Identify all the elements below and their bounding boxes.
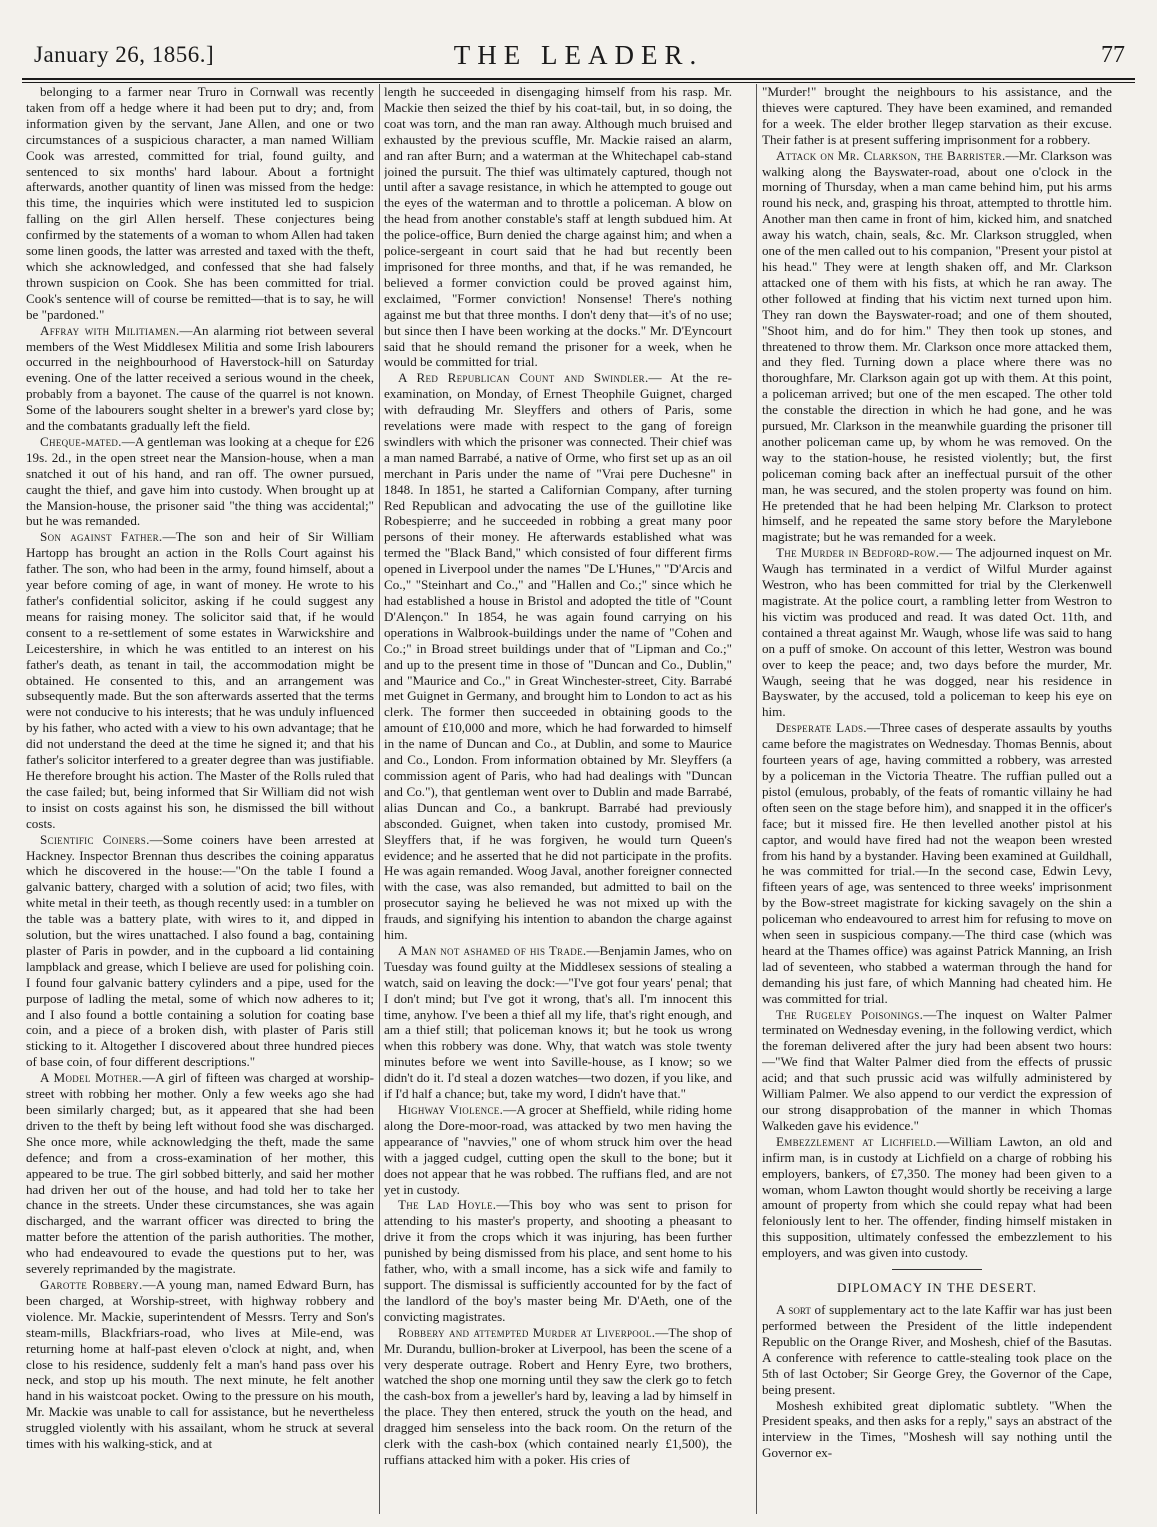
article-heading: Affray with Militiamen. (40, 322, 180, 338)
article-paragraph (384, 1102, 732, 1197)
article-text: — At the re-examination, on Monday, of Ernest Theophile Guignet, charged with defrauding Mr. Sleyffers and others of Paris, some revelations were made with respect to the gang of foreign swindlers with which the prisoner was connected. Their chief was a man named Barrabé, a native of Orme, who first set up as an oil merchant in Paris under the name of "Vrai pere Duchesne" in 1848. In 1851, he started a Californian Company, after turning Red Republican and advocating the use of the guillotine like Robespierre; and he succeeded in robbing a great many poor persons of their money. He afterwards established what was termed the "Black Band," which consisted of four different firms opened in Liverpool under the names "De L'Hunes," "D'Arcis and Co.," "Steinhart and Co.," and "Hallen and Co.;" since which he had established a house in Bristol and adopted the title of "Count D'Alençon." In 1854, he was again found carrying on his operations in Walbrook-buildings under the name of "Cohen and Co.;" in Broad street buildings under that of "Lipman and Co.;" and up to the present time in those of "Duncan and Co., Dublin," and "Maurice and Co.," in Great Winchester-street, City. Barrabé met Guignet in Germany, and brought him to London to act as his clerk. The former then succeeded in obtaining goods to the amount of £10,000 and more, which he had forwarded to himself in the name of Duncan and Co., at Dublin, and some to Maurice and Co., London. From information obtained by Mr. Sleyffers (a commission agent of Paris, who had had dealings with "Duncan and Co."), that gentleman went over to Dublin and made Barrabé, alias Duncan and Co., a bankrupt. Barrabé had previously absconded. Guignet, when taken into custody, promised Mr. Sleyffers that, if he was forgiven, he would turn Queen's evidence; and he asserted that he did not participate in the profits. He was again remanded. Woog Javal, another foreigner connected with the case, was also remanded, but admitted to bail on the prosecutor saying he believed he was not mixed up with the frauds, and signifying his intention to abandon the charge against him. (384, 370, 732, 943)
article-text: —A young man, named Edward Burn, has been charged, at Worship-street, with highway robbery and violence. Mr. Mackie, superintendent of Messrs. Terry and Son's steam-mills, Blackfriars-road, who lives at Mile-end, was returning home at half-past eleven o'clock at night, and, when close to his residence, suddenly felt a man's hand pass over his neck, and stop up his mouth. The next minute, he felt another hand in his waistcoat pocket. Owing to the pressure on his mouth, Mr. Mackie was unable to call for assistance, but he nevertheless struggled violently with his assailant, whom he struck at several times with his walking-stick, and at (26, 1276, 374, 1452)
issue-date: January 26, 1856.] (34, 42, 215, 67)
article-text: —An alarming riot between several members of the West Middlesex Militia and some Irish labourers occurred in the neighbourhood of Haverstock-hill on Saturday evening. One of the latter received a serious wound in the cheek, probably from a bayonet. The cause of the quarrel is not known. Some of the labourers sought shelter in a brewer's yard close by; and the combatants gradually left the field. (26, 322, 374, 434)
article-text: —This boy who was sent to prison for attending to his master's property, and shooting a pheasant to drive it from the crops which it was injuring, has been further punished by being dismissed from his place, and sent home to his father, who, with a small income, has a sick wife and family to support. The dismissal is sufficiently accounted for by the fact of the landlord of the boy's master being Mr. D'Aeth, one of the convicting magistrates. (384, 1197, 732, 1324)
article-paragraph (762, 1134, 1112, 1261)
article-text: —Some coiners have been arrested at Hackney. Inspector Brennan thus describes the coining apparatus which he discovered in the house:—"On the table I found a galvanic battery, charged with a solution of acid; two files, with white metal in their teeth, as though recently used: in a tumbler on the table was a battery plate, with wires to it, and dipped in solution, but the wires unattached. I also found a bag, containing plaster of Paris in powder, and in the cupboard a lid containing lampblack and grease, which I believe are used for polishing coin. I found four galvanic battery cylinders and a pipe, used for the purpose of ladling the metal, some of which now adheres to it; and I also found a bottle containing a solution for coating base coin, and a piece of a broken dish, with plaster of Paris still sticking to it. Altogether I discovered about three hundred pieces of base coin, of four different descriptions." (26, 831, 374, 1070)
article-text: —William Lawton, an old and infirm man, is in custody at Lichfield on a charge of robbing his employers, bankers, of £7,350. The money had been given to a woman, whom Lawton thought would shortly be receiving a large amount of property from which she could repay what had been feloniously lent to her. The offender, finding himself mistaken in this supposition, ultimately confessed the embezzlement to his employers, and was given into custody. (762, 1133, 1112, 1261)
article-paragraph (384, 943, 732, 1102)
column-3 (762, 84, 1112, 1514)
article-text: —A girl of fifteen was charged at worship-street with robbing her mother. Only a few weeks ago she had been similarly charged; but, as it appeared that she had been driven to the theft by being left without food she was discharged. She once more, while acknowledging the theft, made the same defence; and from a cross-examination of her mother, this appeared to be true. The girl sobbed bitterly, and said her mother had driven her out of the house, and had told her to take her chance in the streets. Under these circumstances, she was again discharged, and the warrant officer was directed to bring the matter before the attention of the parish authorities. The mother, who had endeavoured to evade the questions put to her, was severely reprimanded by the magistrate. (26, 1070, 374, 1277)
article-heading: A Model Mother. (40, 1070, 143, 1086)
article-text: —Benjamin James, who on Tuesday was found guilty at the Middlesex sessions of stealing a watch, said on leaving the dock:—"I've got four years' penal; that I don't mind; but I've got it wrong, that's all. I'm innocent this time, anyhow. I've been a thief all my life, that's right enough, and am a thief still; that policeman knows it; but he took us wrong when this robbery was done. Why, that watch was stole twenty minutes before we went into Saville-house, as I know; so we didn't do it. I'd steal a dozen watches—two dozen, if you like, and if I'd half a chance; but, take my word, I didn't have that." (384, 942, 732, 1102)
column-divider (379, 84, 380, 1514)
article-paragraph (26, 529, 374, 831)
column-1 (26, 84, 374, 1514)
article-text: "Murder!" brought the neighbours to his assistance, and the thieves were captured. They have been examined, and remanded for a week. The elder brother llegep starvation as their excuse. Their father is at present suffering imprisonment for a robbery. (762, 84, 1112, 147)
article-heading: Son against Father. (40, 529, 163, 545)
article-text: —A gentleman was looking at a cheque for £26 19s. 2d., in the open street near the Mansion-house, when a man snatched it out of his hand, and ran off. The owner pursued, caught the thief, and gave him into custody. When brought up at the Mansion-house, the prisoner said "the thing was accidental;" but he was remanded. (26, 433, 374, 529)
section-text: of supplementary act to the late Kaffir war has just been performed between the President of the little independent Republic on the Orange River, and Moshesh, chief of the Basutas. A conference with reference to cattle-stealing took place on the 5th of last October; Sir George Grey, the Governor of the Cape, being present. (762, 1302, 1112, 1397)
article-paragraph (762, 1007, 1112, 1134)
article-heading: The Lad Hoyle. (398, 1197, 497, 1213)
article-heading: A Red Republican Count and Swindler. (398, 370, 649, 386)
article-text: —Three cases of desperate assaults by youths came before the magistrates on Wednesday. Thomas Bennis, about fourteen years of age, having committed a robbery, was arrested by a policeman in the Victoria Theatre. The ruffian pulled out a pistol (emulous, probably, of the feats of romantic villainy he had often seen on the stage before him), and snapped it in the officer's face; but it missed fire. He then levelled another pistol at his captor, and would have fired had not the weapon been wrested from his hand by a bystander. Having been examined at Guildhall, he was committed for trial.—In the second case, Edwin Levy, fifteen years of age, was sentenced to three weeks' imprisonment by the Bow-street magistrate for kicking savagely on the shin a policeman who endeavoured to arrest him for refusing to move on when seen in suspicious company.—The third case (which was heard at the Thames office) was against Patrick Manning, an Irish lad of seventeen, who stabbed a waterman through the hand for demanding his just fare, of which Manning had cheated him. He was committed for trial. (762, 720, 1112, 1006)
article-heading: Highway Violence. (398, 1102, 504, 1117)
article-paragraph (762, 84, 1112, 148)
article-heading: Desperate Lads. (776, 720, 867, 736)
article-paragraph (26, 434, 374, 529)
article-paragraph (26, 1277, 374, 1452)
article-text: — The adjourned inquest on Mr. Waugh has terminated in a verdict of Wilful Murder against Westron, who has been committed for trial by the Clerkenwell magistrate. At the police court, a rambling letter from Westron to his victim was produced and read. It was dated Oct. 11th, and contained a threat against Mr. Waugh, whose life was said to hang on a puff of smoke. On account of this letter, Westron was bound over to keep the peace; and, two days before the murder, Mr. Waugh, seeing that he was dogged, near his residence in Bayswater, by the accused, told a policeman to keep his eye on him. (762, 545, 1112, 720)
section-rule (892, 1269, 982, 1270)
article-heading: Garotte Robbery. (40, 1276, 143, 1292)
article-heading: Attack on Mr. Clarkson, the Barrister. (776, 147, 1006, 163)
article-paragraph (762, 148, 1112, 546)
page-number: 77 (1101, 42, 1125, 68)
column-2 (384, 84, 732, 1514)
column-divider (756, 84, 757, 1514)
article-paragraph (384, 1197, 732, 1324)
article-text: length he succeeded in disengaging himself from his rasp. Mr. Mackie then seized the thief by his coat-tail, but, in so doing, the coat was torn, and the man ran away. Although much bruised and exhausted by the previous scuffle, Mr. Mackie raised an alarm, and ran after Burn; and a waterman at the Whitechapel cab-stand joined the pursuit. The thief was ultimately captured, though not until after a savage resistance, in which he attempted to gouge out the eyes of the waterman and to throttle a policeman. A blow on the head from another constable's staff at length subdued him. At the police-office, Burn denied the charge against him; and when a police-sergeant in court said that he had but recently been imprisoned for three months, and that, if he was remanded, he believed a former conviction could be proved against him, exclaimed, "Former conviction! Nonsense! There's nothing against me but that three months. I don't deny that—it's of no use; but since then I have been working at the docks." Mr. D'Eyncourt said that he should remand the prisoner for a week, when he would be committed for trial. (384, 84, 732, 370)
header-rule-thin (22, 82, 1135, 83)
article-heading: Scientific Coiners. (40, 831, 150, 847)
article-paragraph (384, 84, 732, 370)
section-title: DIPLOMACY IN THE DESERT. (837, 1280, 1037, 1296)
article-paragraph (26, 832, 374, 1071)
article-text: —The shop of Mr. Durandu, bullion-broker at Liverpool, has been the scene of a very desperate outrage. Robert and Henry Eyre, two brothers, watched the shop one morning until they saw the clerk go to fetch the cash-box from a jeweller's hard by, leaving a lad by himself in the place. They then entered, struck the youth on the head, and dragged him senseless into the back room. On the return of the clerk with the cash-box (which contained nearly £1,500), the ruffians attacked him with a poker. His cries of (384, 1324, 732, 1467)
section-paragraph (762, 1398, 1112, 1462)
article-text: belonging to a farmer near Truro in Cornwall was recently taken from off a hedge where it had been put to dry; and, from information given by the servant, Jane Allen, and one or two circumstances of a suspicious character, a man named William Cook was arrested, committed for trial, found guilty, and sentenced to six months' hard labour. About a fortnight afterwards, another quantity of linen was missed from the hedge: this time, the inquiries which were instituted led to suspicion falling on the girl Allen herself. These conjectures being confirmed by the statements of a woman to whom Allen had taken some linen goods, the latter was arrested and taxed with the theft, which she acknowledged, and confessed that she had falsely thrown suspicion on Cook. She has been committed for trial. Cook's sentence will of course be remitted—that is to say, he will be "pardoned." (26, 84, 374, 322)
article-text: —A grocer at Sheffield, while riding home along the Dore-moor-road, was attacked by two men having the appearance of "navvies," one of whom struck him over the head with a jagged cudgel, cutting open the skull to the bone; but it does not appear that he was robbed. The ruffians fled, and are not yet in custody. (384, 1102, 732, 1197)
article-paragraph (384, 370, 732, 943)
article-paragraph (26, 1070, 374, 1277)
section-text: Moshesh exhibited great diplomatic subtlety. "When the President speaks, and then asks for a reply," says an abstract of the interview in the Times, "Moshesh will say nothing until the Governor ex- (762, 1397, 1112, 1461)
article-text: —Mr. Clarkson was walking along the Bayswater-road, about one o'clock in the morning of Thursday, when a man came behind him, put his arms round his neck, and, grasping his throat, attempted to throttle him. Another man then came in front of him, kicked him, and snatched away his watch, chain, seals, &c. Mr. Clarkson struggled, when one of the men called out to his companion, "Present your pistol at his head." They were at length shaken off, and Mr. Clarkson attacked one of them with his fists, at which he ran away. The other followed at finding that his victim next turned upon him. They ran down the Bayswater-road; and one of them shouted, "Shoot him, and do for him." They then took up stones, and threatened to throw them. Mr. Clarkson once more attacked them, and they fled. Turning down a place where there was no thoroughfare, Mr. Clarkson again got up with them. At this point, a policeman arrived; but one of the men escaped. The other told the constable the direction in which he had gone, and he was pursued, Mr. Clarkson in the meanwhile guarding the prisoner till another policeman came up, by whom he was removed. On the way to the station-house, he resisted violently; but, the first policeman coming back after an ineffectual pursuit of the other man, he was secured, and the stolen property was found on him. He pretended that he had been helping Mr. Clarkson to protect himself, and he repeated the same story before the Marylebone magistrate; but he was remanded for a week. (762, 147, 1112, 545)
article-heading: The Rugeley Poisonings. (776, 1006, 924, 1022)
article-heading: The Murder in Bedford-row. (776, 545, 940, 561)
article-text: —The son and heir of Sir William Hartopp has brought an action in the Rolls Court against his father. The son, who had been in the army, found himself, about a year before coming of age, in want of money. He wrote to his father's confidential solicitor, asking if he could suggest any means for raising money. The solicitor said that, if he would consent to a re-settlement of some estates in Warwickshire and Leicestershire, in which he was entitled to an interest on his father's death, as tenant in tail, the accommodation might be obtained. He consented to this, and an arrangement was subsequently made. But the son afterwards asserted that the terms were not conducive to his interests; that he was unduly influenced by his father, who acted with a view to his own advantage; that he did not understand the deed at the time he signed it; and that his father's solicitor interfered to a greater degree than was justifiable. He therefore brought his action. The Master of the Rolls ruled that the case failed; but, being informed that Sir William did not wish to insist on costs against his son, he dismissed the bill without costs. (26, 529, 374, 831)
article-heading: Cheque-mated. (40, 433, 122, 449)
article-paragraph (26, 323, 374, 434)
article-heading: A Man not ashamed of his Trade. (398, 942, 587, 958)
article-text: —The inquest on Walter Palmer terminated on Wednesday evening, in the following verdict, which the foreman delivered after the jury had been absent two hours:—"We find that Walter Palmer died from the effects of prussic acid; and that such prussic acid was wilfully administered by William Palmer. We also append to our verdict the expression of our strong disapprobation of the manner in which Thomas Walkeden gave his evidence." (762, 1006, 1112, 1133)
article-paragraph (384, 1325, 732, 1468)
article-paragraph (762, 545, 1112, 720)
header-rule (22, 78, 1135, 80)
lead-words: A sort (776, 1302, 811, 1318)
section-paragraph (762, 1302, 1112, 1397)
article-paragraph (762, 720, 1112, 1006)
article-paragraph (26, 84, 374, 323)
article-heading: Robbery and attempted Murder at Liverpool. (398, 1324, 656, 1340)
newspaper-title: THE LEADER. (453, 40, 704, 70)
article-heading: Embezzlement at Lichfield. (776, 1133, 937, 1149)
page-header (22, 40, 1135, 74)
